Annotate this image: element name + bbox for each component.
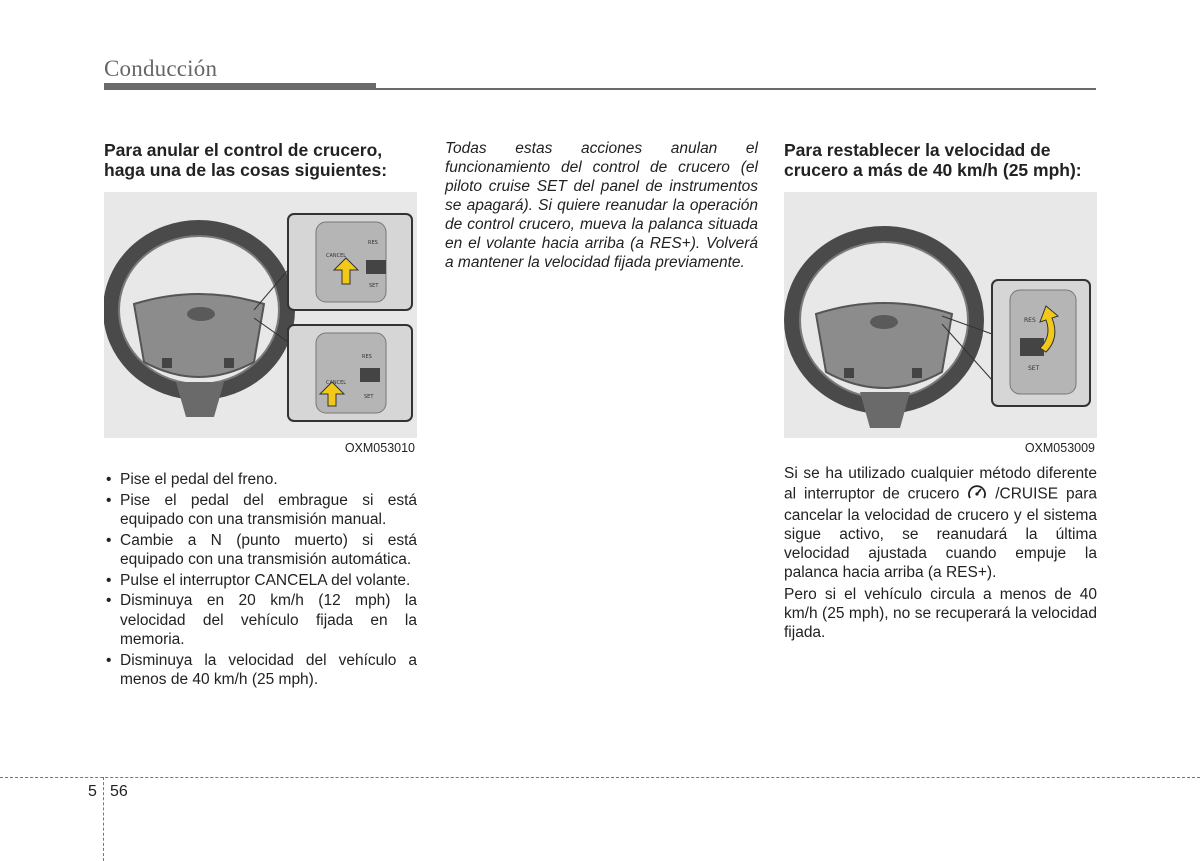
figure-code: OXM053010 (344, 441, 415, 455)
middle-column (445, 139, 758, 272)
inset2-set-label: SET (364, 394, 374, 400)
resume-heading: Para restablecer la velocidad de crucero a más de 40 km/h (25 mph): (784, 140, 1082, 180)
steering-wheel-cancel-illustration (104, 192, 417, 438)
list-item: • Pise el pedal del freno. (104, 470, 417, 490)
list-item: • Pulse el interruptor CANCELA del volante. (104, 571, 417, 591)
inset1-set-label: SET (369, 283, 379, 289)
footer-rule (0, 777, 1200, 778)
cancel-heading: Para anular el control de crucero, haga una de las cosas siguientes: (104, 140, 388, 180)
resume-paragraph-1-part-a: Si se ha utilizado cualquier método diferente al interruptor de crucero (784, 465, 1097, 503)
inset2-res-label: RES (362, 354, 372, 360)
resume-paragraph-1 (784, 464, 1097, 582)
page-number: 56 (110, 783, 128, 800)
list-item: • Disminuya la velocidad del vehículo a menos de 40 km/h (25 mph). (104, 651, 417, 690)
steering-wheel-resume-illustration (784, 192, 1097, 438)
inset1-cancel-label: CANCEL (326, 253, 347, 259)
section-number: 5 (88, 783, 97, 800)
left-column (104, 140, 417, 691)
resume-paragraph-2: Pero si el vehículo circula a menos de 40 km/h (25 mph), no se recuperará la velocidad fijada. (784, 586, 1097, 641)
inset-set-label: SET (1028, 365, 1040, 372)
cancel-methods-list (104, 470, 417, 690)
list-item: • Disminuya en 20 km/h (12 mph) la velocidad del vehículo fijada en la memoria. (104, 591, 417, 650)
list-item: • Cambie a N (punto muerto) si está equipado con una transmisión automática. (104, 531, 417, 570)
figure-code: OXM053009 (1024, 441, 1095, 455)
inset-res-label: RES (1024, 317, 1036, 324)
right-column (784, 140, 1097, 642)
inset1-res-label: RES (368, 240, 378, 246)
inset2-cancel-label: CANCEL (326, 380, 347, 386)
steering-wheel-resume-figure (784, 192, 1097, 455)
list-item: • Pise el pedal del embrague si está equipado con una transmisión manual. (104, 491, 417, 530)
cruise-control-icon (967, 483, 987, 506)
resume-paragraph-1-part-b: /CRUISE para cancelar la velocidad de crucero y el sistema sigue activo, se reanudará la última velocidad ajustada cuando empuje la palanca hacia arriba (a RES+). (784, 485, 1098, 581)
steering-wheel-cancel-figure (104, 192, 417, 455)
header-rule-thin (104, 88, 1096, 90)
cancel-note: Todas estas acciones anulan el funcionamiento del control de crucero (el piloto cruise SET del panel de instrumentos se apagará). Si quiere reanudar la operación de control crucero, mueva la palanca situada en el volante hacia arriba (a RES+). Volverá a mantener la velocidad fijada previamente. (445, 140, 758, 271)
page-section-title: Conducción (104, 56, 218, 81)
footer-vertical-rule (103, 777, 104, 861)
